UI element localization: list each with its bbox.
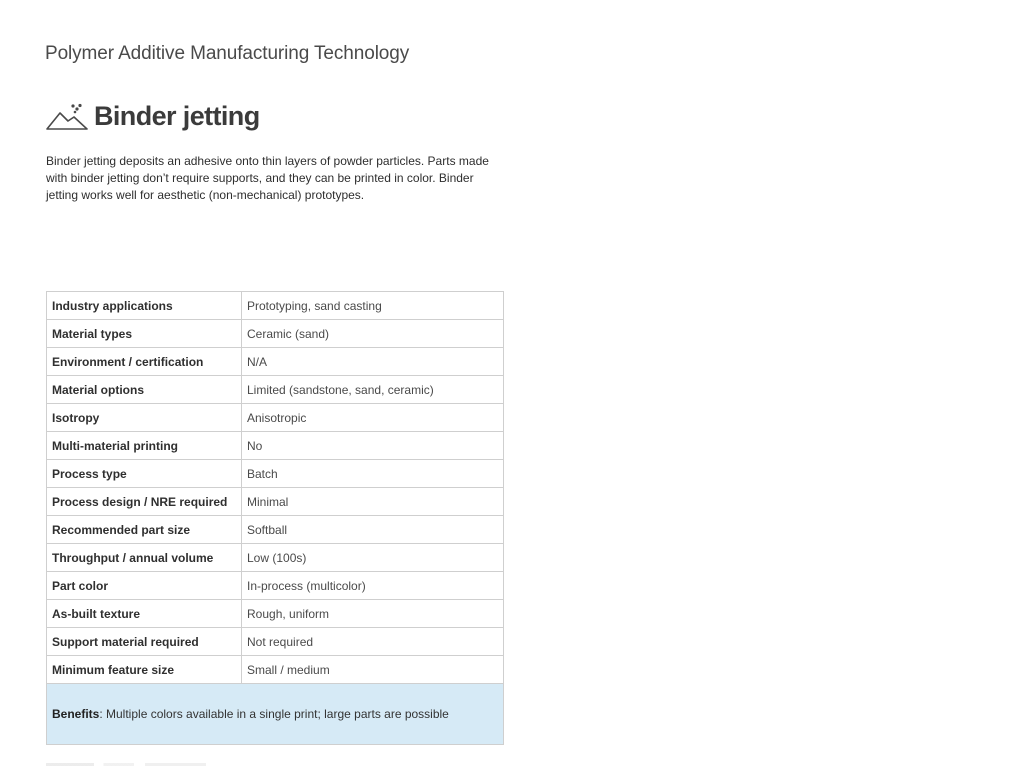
- row-value: Rough, uniform: [242, 600, 504, 628]
- table-row: [47, 628, 504, 656]
- row-value: Softball: [242, 516, 504, 544]
- row-value: Batch: [242, 460, 504, 488]
- benefits-separator: :: [99, 707, 107, 721]
- row-value: Minimal: [242, 488, 504, 516]
- section-title: Binder jetting: [94, 101, 260, 131]
- section-intro: Binder jetting deposits an adhesive onto thin layers of powder particles. Parts made with binder jetting don’t require supports, and they can be printed in color. Binder jetting works well for aesthetic (non-mechanical) prototypes.: [46, 154, 489, 202]
- table-row: [47, 432, 504, 460]
- row-label: Recommended part size: [47, 516, 242, 544]
- row-value: Prototyping, sand casting: [242, 292, 504, 320]
- binder-jetting-icon: [46, 103, 88, 131]
- row-label: Support material required: [47, 628, 242, 656]
- row-label: Process type: [47, 460, 242, 488]
- benefits-label: Benefits: [52, 707, 100, 721]
- row-label: Part color: [47, 572, 242, 600]
- table-row: [47, 348, 504, 376]
- document-header: Polymer Additive Manufacturing Technology: [45, 43, 410, 64]
- table-row: [47, 572, 504, 600]
- table-row: [47, 516, 504, 544]
- row-value: Low (100s): [242, 544, 504, 572]
- table-row: [47, 320, 504, 348]
- table-row: [47, 600, 504, 628]
- row-value: No: [242, 432, 504, 460]
- clipped-footer-text: [46, 760, 206, 767]
- row-label: Industry applications: [47, 292, 242, 320]
- row-label: Environment / certification: [47, 348, 242, 376]
- row-value: Not required: [242, 628, 504, 656]
- benefits-cell: [47, 684, 504, 745]
- row-label: As-built texture: [47, 600, 242, 628]
- row-value: N/A: [242, 348, 504, 376]
- row-label: Process design / NRE required: [47, 488, 242, 516]
- row-label: Material types: [47, 320, 242, 348]
- section-heading: [46, 101, 260, 132]
- row-value: In-process (multicolor): [242, 572, 504, 600]
- row-value: Limited (sandstone, sand, ceramic): [242, 376, 504, 404]
- spec-table: [46, 291, 504, 745]
- benefits-text: Multiple colors available in a single print; large parts are possible: [106, 707, 449, 721]
- row-value: Ceramic (sand): [242, 320, 504, 348]
- row-label: Throughput / annual volume: [47, 544, 242, 572]
- table-row: [47, 404, 504, 432]
- row-value: Small / medium: [242, 656, 504, 684]
- row-label: Material options: [47, 376, 242, 404]
- table-row: [47, 292, 504, 320]
- table-row: [47, 544, 504, 572]
- row-value: Anisotropic: [242, 404, 504, 432]
- table-row: [47, 488, 504, 516]
- benefits-row: [47, 684, 504, 745]
- row-label: Isotropy: [47, 404, 242, 432]
- table-row: [47, 376, 504, 404]
- row-label: Minimum feature size: [47, 656, 242, 684]
- table-row: [47, 656, 504, 684]
- table-row: [47, 460, 504, 488]
- row-label: Multi-material printing: [47, 432, 242, 460]
